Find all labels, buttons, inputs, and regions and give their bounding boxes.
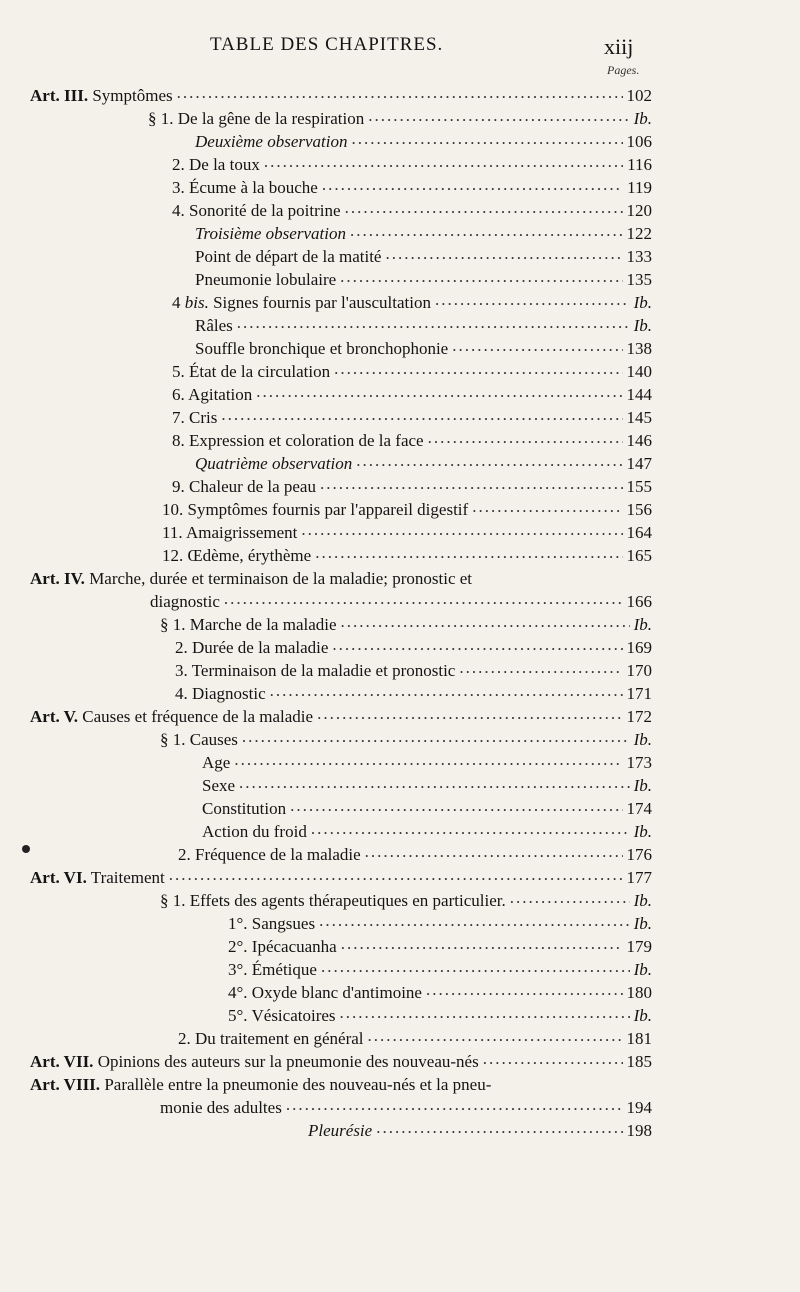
article-label: Art. VI. <box>30 868 87 887</box>
article-label: Art. V. <box>30 707 79 726</box>
section-number: 5. <box>172 362 185 381</box>
dot-leader <box>334 359 622 379</box>
dot-leader <box>435 290 630 310</box>
dot-leader <box>376 1118 622 1138</box>
page-number: 156 <box>626 500 652 519</box>
page-number: 177 <box>626 868 652 887</box>
section-number: 2. <box>178 1029 191 1048</box>
article-label: Art. IV. <box>30 569 85 588</box>
entry-title: Causes et fréquence de la maladie <box>82 707 314 726</box>
page-number: 164 <box>626 523 652 542</box>
dot-leader <box>351 129 622 149</box>
page-number: Ib. <box>633 822 652 841</box>
section-number: 4 <box>172 293 181 312</box>
page-number: Ib. <box>633 615 652 634</box>
page-number: 116 <box>627 155 652 174</box>
entry-title: Effets des agents thérapeutiques en particulier. <box>189 891 506 910</box>
page-number: 138 <box>626 339 652 358</box>
section-number: 7. <box>172 408 185 427</box>
dot-leader <box>459 658 622 678</box>
dot-leader <box>221 405 622 425</box>
section-number: § 1. <box>148 109 174 128</box>
section-number: 2. <box>178 845 191 864</box>
page-number: 180 <box>626 983 652 1002</box>
page-number: 106 <box>626 132 652 151</box>
toc-entry-line <box>30 1075 491 1095</box>
page-number: 181 <box>626 1029 652 1048</box>
dot-leader <box>472 497 622 517</box>
entry-title: Troisième observation <box>195 224 346 243</box>
section-suffix: bis. <box>184 293 209 312</box>
entry-title: Chaleur de la peau <box>189 477 316 496</box>
dot-leader <box>320 474 623 494</box>
page-number: Ib. <box>633 316 652 335</box>
entry-title-continued: monie des adultes <box>160 1098 282 1117</box>
entry-title: Point de départ de la matité <box>195 247 382 266</box>
page-number: 133 <box>626 247 652 266</box>
entry-title: Symptômes <box>92 86 173 105</box>
entry-title: Expression et coloration de la face <box>189 431 424 450</box>
dot-leader <box>270 681 623 701</box>
page-number: 119 <box>627 178 652 197</box>
page-number: 165 <box>626 546 652 565</box>
dot-leader <box>385 244 622 264</box>
page-number: Ib. <box>633 109 652 128</box>
section-number: 4. <box>172 201 185 220</box>
dot-leader <box>483 1049 623 1069</box>
page-number: Ib. <box>633 730 652 749</box>
entry-title: Durée de la maladie <box>192 638 329 657</box>
page-number: 122 <box>626 224 652 243</box>
entry-title: Constitution <box>202 799 287 818</box>
page-number: 169 <box>626 638 652 657</box>
dot-leader <box>177 83 623 103</box>
page-number: Ib. <box>633 891 652 910</box>
page-number: 166 <box>626 592 652 611</box>
article-label: Art. VII. <box>30 1052 94 1071</box>
section-number: 12. <box>162 546 184 565</box>
page-number: 144 <box>626 385 652 404</box>
section-number: § 1. <box>160 615 186 634</box>
entry-title: Causes <box>189 730 238 749</box>
page-number: Ib. <box>633 1006 652 1025</box>
entry-title: Agitation <box>188 385 253 404</box>
section-number: 2. <box>175 638 188 657</box>
entry-title: Marche, durée et terminaison de la maladie; pronostic et <box>89 569 473 588</box>
page-number: 120 <box>626 201 652 220</box>
page-number: 102 <box>626 86 652 105</box>
entry-title: Cris <box>189 408 218 427</box>
dot-leader <box>341 934 623 954</box>
dot-leader <box>356 451 622 471</box>
entry-title: Du traitement en général <box>195 1029 364 1048</box>
dot-leader <box>286 1095 623 1115</box>
entry-title: Action du froid <box>202 822 307 841</box>
page-number: Ib. <box>633 776 652 795</box>
section-number: 10. <box>162 500 184 519</box>
entry-title-continued: diagnostic <box>150 592 220 611</box>
page-number: 145 <box>626 408 652 427</box>
page-number: 174 <box>626 799 652 818</box>
page-header <box>0 34 800 64</box>
dot-leader <box>321 957 630 977</box>
entry-title: De la toux <box>189 155 260 174</box>
dot-leader <box>365 842 623 862</box>
entry-title: Œdème, érythème <box>187 546 312 565</box>
entry-title: Quatrième observation <box>195 454 353 473</box>
dot-leader <box>368 106 629 126</box>
page-number: 171 <box>626 684 652 703</box>
dot-leader <box>256 382 622 402</box>
dot-leader <box>319 911 630 931</box>
running-title: TABLE DES CHAPITRES. <box>210 34 444 55</box>
page-number: 172 <box>626 707 652 726</box>
dot-leader <box>315 543 622 563</box>
dot-leader <box>301 520 622 540</box>
dot-leader <box>242 727 630 747</box>
page-number: Ib. <box>633 960 652 979</box>
section-number: § 1. <box>160 891 186 910</box>
entry-title: Opinions des auteurs sur la pneumonie des nouveau-nés <box>97 1052 479 1071</box>
ink-spot <box>22 845 30 853</box>
entry-title: De la gêne de la respiration <box>177 109 365 128</box>
entry-title: 1°. Sangsues <box>228 914 316 933</box>
entry-title: Parallèle entre la pneumonie des nouveau-nés et la pneu- <box>104 1075 492 1094</box>
dot-leader <box>224 589 623 609</box>
dot-leader <box>332 635 622 655</box>
entry-title: Signes fournis par l'auscultation <box>213 293 431 312</box>
dot-leader <box>237 313 630 333</box>
page-number: 194 <box>626 1098 652 1117</box>
section-number: 11. <box>162 523 183 542</box>
entry-title: Diagnostic <box>192 684 266 703</box>
page-number: 146 <box>626 431 652 450</box>
section-number: 3. <box>175 661 188 680</box>
dot-leader <box>169 865 623 885</box>
entry-title: Sexe <box>202 776 236 795</box>
section-number: 6. <box>172 385 185 404</box>
dot-leader <box>234 750 622 770</box>
entry-title: 2°. Ipécacuanha <box>228 937 337 956</box>
dot-leader <box>290 796 622 816</box>
toc-entry <box>162 546 652 570</box>
dot-leader <box>317 704 622 724</box>
dot-leader <box>340 267 622 287</box>
entry-title: Sonorité de la poitrine <box>189 201 341 220</box>
entry-title: 5°. Vésicatoires <box>228 1006 336 1025</box>
dot-leader <box>350 221 623 241</box>
dot-leader <box>341 612 630 632</box>
page-number: 170 <box>626 661 652 680</box>
page-number: 179 <box>626 937 652 956</box>
entry-title: Amaigrissement <box>185 523 298 542</box>
dot-leader <box>368 1026 623 1046</box>
page-number: 135 <box>626 270 652 289</box>
section-number: 9. <box>172 477 185 496</box>
entry-title: Age <box>202 753 231 772</box>
dot-leader <box>340 1003 630 1023</box>
entry-title: 3°. Émétique <box>228 960 317 979</box>
entry-title: Terminaison de la maladie et pronostic <box>191 661 456 680</box>
entry-title: Traitement <box>90 868 165 887</box>
article-label: Art. VIII. <box>30 1075 101 1094</box>
page-number: 147 <box>626 454 652 473</box>
page-folio: xiij <box>604 34 634 59</box>
dot-leader <box>264 152 623 172</box>
entry-title: Marche de la maladie <box>189 615 337 634</box>
toc-entry <box>308 1121 652 1145</box>
section-number: 4. <box>175 684 188 703</box>
article-label: Art. III. <box>30 86 89 105</box>
entry-title: Symptômes fournis par l'appareil digestif <box>187 500 469 519</box>
page-number: 155 <box>626 477 652 496</box>
entry-title: Souffle bronchique et bronchophonie <box>195 339 449 358</box>
dot-leader <box>428 428 623 448</box>
entry-title: Deuxième observation <box>195 132 348 151</box>
entry-title: Pleurésie <box>308 1121 373 1140</box>
dot-leader <box>322 175 623 195</box>
page-number: 140 <box>626 362 652 381</box>
entry-title: Pneumonie lobulaire <box>195 270 337 289</box>
dot-leader <box>510 888 630 908</box>
toc-entry <box>30 1052 652 1076</box>
dot-leader <box>239 773 630 793</box>
section-number: 2. <box>172 155 185 174</box>
dot-leader <box>311 819 630 839</box>
dot-leader <box>426 980 623 1000</box>
page-number: Ib. <box>633 914 652 933</box>
page-number: Ib. <box>633 293 652 312</box>
entry-title: Râles <box>195 316 233 335</box>
pages-column-label: Pages. <box>607 63 640 77</box>
dot-leader <box>452 336 622 356</box>
dot-leader <box>345 198 623 218</box>
page-number: 185 <box>626 1052 652 1071</box>
page-number: 176 <box>626 845 652 864</box>
page-number: 173 <box>626 753 652 772</box>
toc-entry-line <box>30 569 472 589</box>
page-number: 198 <box>626 1121 652 1140</box>
entry-title: 4°. Oxyde blanc d'antimoine <box>228 983 422 1002</box>
entry-title: État de la circulation <box>189 362 331 381</box>
entry-title: Fréquence de la maladie <box>195 845 361 864</box>
section-number: § 1. <box>160 730 186 749</box>
entry-title: Écume à la bouche <box>189 178 318 197</box>
section-number: 3. <box>172 178 185 197</box>
section-number: 8. <box>172 431 185 450</box>
